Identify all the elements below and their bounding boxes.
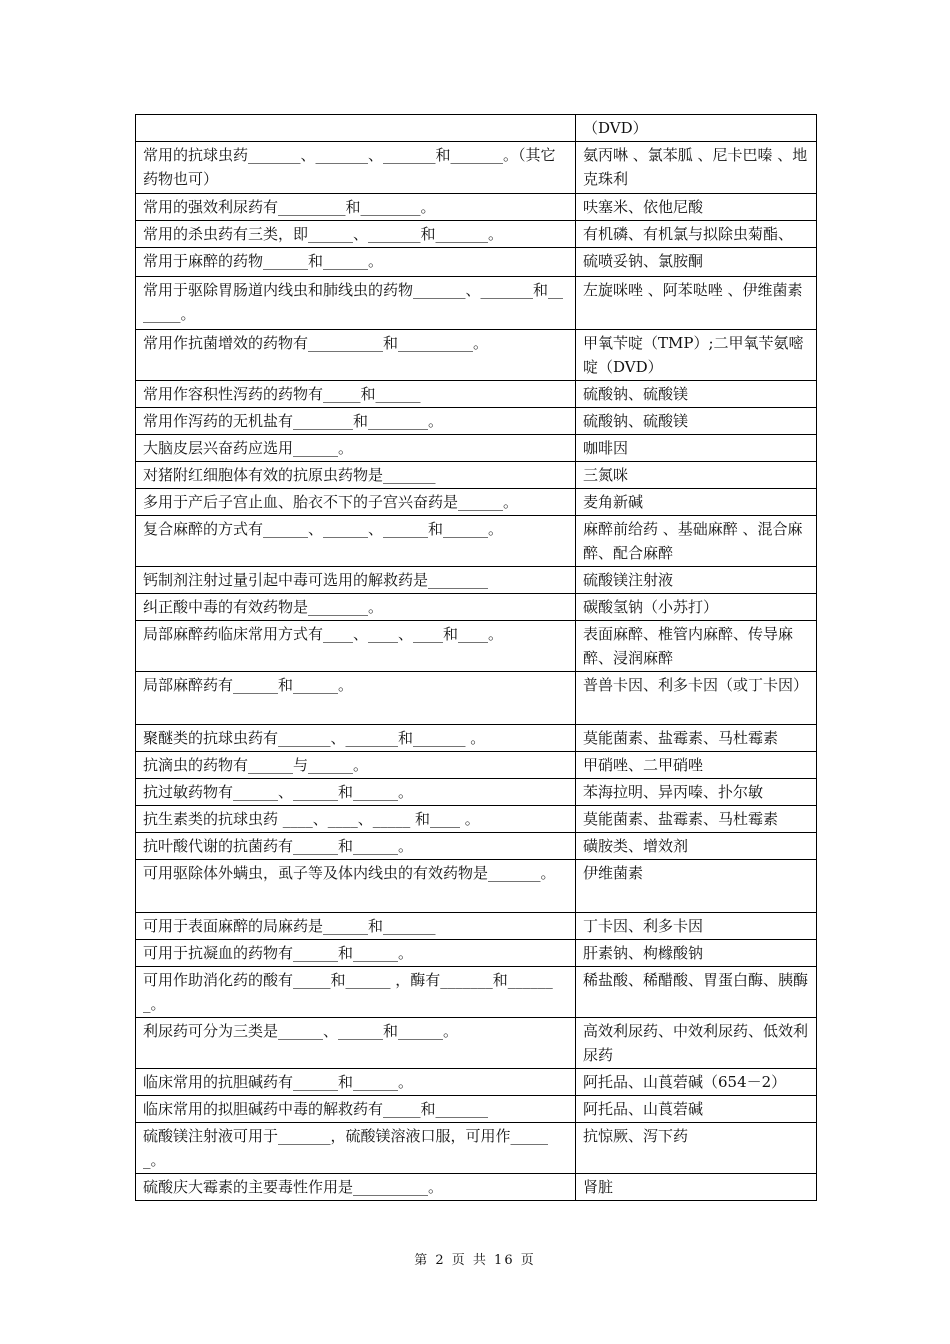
question-cell: 钙制剂注射过量引起中毒可选用的解救药是________ [136, 567, 576, 594]
answer-cell: 高效利尿药、中效利尿药、低效利尿药 [576, 1018, 817, 1069]
question-cell: 常用的强效利尿药有_________和________。 [136, 194, 576, 221]
answer-cell: 硫酸镁注射液 [576, 567, 817, 594]
answer-cell: 普兽卡因、利多卡因（或丁卡因） [576, 672, 817, 725]
answer-cell: 碳酸氢钠（小苏打） [576, 594, 817, 621]
table-row [136, 277, 817, 330]
question-cell: 临床常用的拟胆碱药中毒的解救药有_____和_______ [136, 1096, 576, 1123]
answer-cell: （DVD） [576, 115, 817, 142]
answer-cell: 阿托品、山莨菪碱（654－2） [576, 1069, 817, 1096]
answer-cell: 丁卡因、利多卡因 [576, 913, 817, 940]
table-row [136, 913, 817, 940]
answer-cell: 有机磷、有机氯与拟除虫菊酯、 [576, 221, 817, 248]
question-cell: 大脑皮层兴奋药应选用______。 [136, 435, 576, 462]
answer-cell: 硫酸钠、硫酸镁 [576, 381, 817, 408]
question-cell: 常用的杀虫药有三类，即______、_______和_______。 [136, 221, 576, 248]
table-row [136, 330, 817, 381]
answer-cell: 苯海拉明、异丙嗪、扑尔敏 [576, 779, 817, 806]
question-cell: 多用于产后子宫止血、胎衣不下的子宫兴奋药是______。 [136, 489, 576, 516]
table-row [136, 621, 817, 672]
table-row [136, 967, 817, 1018]
qa-table [135, 114, 817, 1201]
question-cell: 常用作容积性泻药的药物有_____和______ [136, 381, 576, 408]
table-row [136, 516, 817, 567]
table-row [136, 672, 817, 725]
question-cell: 纠正酸中毒的有效药物是________。 [136, 594, 576, 621]
question-cell: 利尿药可分为三类是______、______和______。 [136, 1018, 576, 1069]
answer-cell: 磺胺类、增效剂 [576, 833, 817, 860]
question-cell: 常用于麻醉的药物______和______。 [136, 248, 576, 277]
table-row [136, 752, 817, 779]
question-cell: 常用的抗球虫药_______、_______、_______和_______。（其它药物也可） [136, 142, 576, 194]
answer-cell: 硫喷妥钠、氯胺酮 [576, 248, 817, 277]
question-cell: 硫酸庆大霉素的主要毒性作用是__________。 [136, 1174, 576, 1201]
table-row [136, 940, 817, 967]
question-cell: 可用驱除体外螨虫，虱子等及体内线虫的有效药物是_______。 [136, 860, 576, 913]
table-row [136, 594, 817, 621]
table-row [136, 1123, 817, 1174]
answer-cell: 咖啡因 [576, 435, 817, 462]
answer-cell: 肾脏 [576, 1174, 817, 1201]
table-row [136, 435, 817, 462]
answer-cell: 硫酸钠、硫酸镁 [576, 408, 817, 435]
table-row [136, 462, 817, 489]
answer-cell: 氨丙啉 、氯苯胍 、尼卡巴嗪 、地克珠利 [576, 142, 817, 194]
table-row [136, 221, 817, 248]
qa-table-body [136, 115, 817, 1201]
table-row [136, 567, 817, 594]
question-cell: 硫酸镁注射液可用于_______，硫酸镁溶液口服，可用作______。 [136, 1123, 576, 1174]
table-row [136, 489, 817, 516]
table-row [136, 381, 817, 408]
answer-cell: 甲硝唑、二甲硝唑 [576, 752, 817, 779]
table-row [136, 115, 817, 142]
answer-cell: 左旋咪唑 、阿苯哒唑 、伊维菌素 [576, 277, 817, 330]
question-cell: 对猪附红细胞体有效的抗原虫药物是_______ [136, 462, 576, 489]
table-row [136, 142, 817, 194]
table-row [136, 1018, 817, 1069]
answer-cell: 麻醉前给药 、基础麻醉 、混合麻醉、配合麻醉 [576, 516, 817, 567]
table-row [136, 779, 817, 806]
answer-cell: 伊维菌素 [576, 860, 817, 913]
answer-cell: 麦角新碱 [576, 489, 817, 516]
question-cell: 抗过敏药物有______、______和______。 [136, 779, 576, 806]
table-row [136, 408, 817, 435]
table-row [136, 194, 817, 221]
page-footer: 第 2 页 共 16 页 [414, 1253, 536, 1268]
question-cell: 局部麻醉药有______和______。 [136, 672, 576, 725]
question-cell: 局部麻醉药临床常用方式有____、____、____和____。 [136, 621, 576, 672]
table-row [136, 860, 817, 913]
table-row [136, 1069, 817, 1096]
answer-cell: 莫能菌素、盐霉素、马杜霉素 [576, 725, 817, 752]
table-row [136, 248, 817, 277]
question-cell: 可用于抗凝血的药物有______和______。 [136, 940, 576, 967]
answer-cell: 肝素钠、枸橼酸钠 [576, 940, 817, 967]
question-cell: 聚醚类的抗球虫药有_______、_______和_______ 。 [136, 725, 576, 752]
answer-cell: 稀盐酸、稀醋酸、胃蛋白酶、胰酶 [576, 967, 817, 1018]
answer-cell: 阿托品、山莨菪碱 [576, 1096, 817, 1123]
table-row [136, 725, 817, 752]
question-cell: 临床常用的抗胆碱药有______和______。 [136, 1069, 576, 1096]
table-row [136, 1174, 817, 1201]
table-row [136, 833, 817, 860]
question-cell: 复合麻醉的方式有______、______、______和______。 [136, 516, 576, 567]
answer-cell: 甲氧苄啶（TMP）;二甲氧苄氨嘧啶（DVD） [576, 330, 817, 381]
table-row [136, 1096, 817, 1123]
question-cell [136, 115, 576, 142]
question-cell: 常用作泻药的无机盐有________和________。 [136, 408, 576, 435]
answer-cell: 三氮咪 [576, 462, 817, 489]
question-cell: 抗叶酸代谢的抗菌药有______和______。 [136, 833, 576, 860]
question-cell: 抗滴虫的药物有______与______。 [136, 752, 576, 779]
answer-cell: 抗惊厥、泻下药 [576, 1123, 817, 1174]
answer-cell: 表面麻醉、椎管内麻醉、传导麻醉、浸润麻醉 [576, 621, 817, 672]
question-cell: 常用作抗菌增效的药物有__________和__________。 [136, 330, 576, 381]
answer-cell: 呋塞米、依他尼酸 [576, 194, 817, 221]
question-cell: 可用于表面麻醉的局麻药是______和_______ [136, 913, 576, 940]
answer-cell: 莫能菌素、盐霉素、马杜霉素 [576, 806, 817, 833]
question-cell: 常用于驱除胃肠道内线虫和肺线虫的药物_______、_______和_______。 [136, 277, 576, 330]
question-cell: 抗生素类的抗球虫药 ____、____、_____ 和____ 。 [136, 806, 576, 833]
question-cell: 可用作助消化药的酸有_____和______ ，酶有_______和_______。 [136, 967, 576, 1018]
table-row [136, 806, 817, 833]
